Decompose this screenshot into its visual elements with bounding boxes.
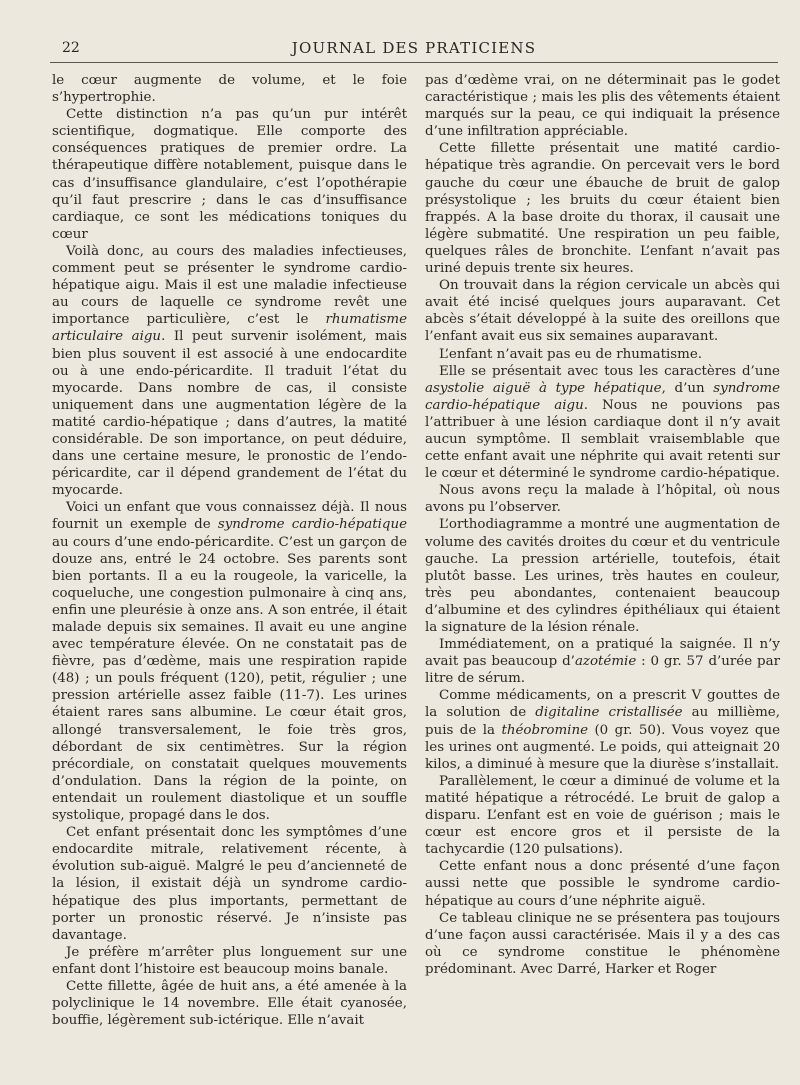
paragraph: Nous avons reçu la malade à l’hôpital, où nous avons pu l’observer. xyxy=(425,483,780,516)
paragraph: Je préfère m’arrêter plus longuement sur une enfant dont l’histoire est beaucoup moins banale. xyxy=(52,944,407,977)
paragraph xyxy=(52,243,407,499)
italic-term: asystolie aiguë à type hépatique xyxy=(425,380,662,396)
text-run: Elle se présentait avec tous les caractères d’une xyxy=(439,363,780,379)
italic-term: théobromine xyxy=(501,722,589,738)
page-number: 22 xyxy=(62,40,80,56)
paragraph: Parallèlement, le cœur a diminué de volume et la matité hépatique a rétrocédé. Le bruit de galop a disparu. L’enfant est en voie de guérison ; mais le cœur est encore gros et il persiste de la tachycardie (120 pulsations). xyxy=(425,773,780,858)
italic-term: azotémie xyxy=(574,654,637,670)
paragraph xyxy=(425,636,780,687)
text-run: Voilà donc, au cours des maladies infectieuses, comment peut se présenter le syndrome cardio-hépatique aigu. Mais il est une maladie infectieuse au cours de laquelle ce syndrome revêt une importance particulière, c’est le xyxy=(52,243,407,328)
paragraph xyxy=(52,499,407,824)
right-column xyxy=(425,72,780,978)
text-run: au millième, puis de la xyxy=(425,705,780,738)
paragraph: L’enfant n’avait pas eu de rhumatisme. xyxy=(439,346,703,362)
paragraph: Cet enfant présentait donc les symptômes d’une endocardite mitrale, relativement récente, à évolution sub-aiguë. Malgré le peu d’ancienneté de la lésion, il existait déjà un syndrome cardio-hépatique des plus importants, permettant de porter un pronostic réservé. Je n’insiste pas davantage. xyxy=(52,825,407,943)
italic-term: syndrome cardio-hépatique xyxy=(217,517,407,533)
text-run: (0 gr. 50). Vous voyez que les urines ont augmenté. Le poids, qui atteignait 20 kilos, a diminué à mesure que la diurèse s’installait. xyxy=(425,722,780,772)
left-column xyxy=(52,72,407,1029)
text-run: . Il peut survenir isolément, mais bien plus souvent il est associé à une endocardite ou à une endo-péricardite. Il traduit l’état du myocarde. Dans nombre de cas, il consiste uniquement dans une augmentation légère de la matité cardio-hépatique ; dans d’autres, la matité considérable. De son importance, on peut déduire, dans une certaine mesure, le pronostic de l’endo-péricardite, car il dépend grandement de l’état du myocarde. xyxy=(52,329,407,499)
paragraph: L’orthodiagramme a montré une augmentation de volume des cavités droites du cœur et du ventricule gauche. La pression artérielle, toutefois, était plutôt basse. Les urines, très hautes en couleur, très peu abondantes, contenaient beaucoup d’albumine et des cylindres épithéliaux qui étaient la signature de la lésion rénale. xyxy=(425,517,780,635)
paragraph: pas d’œdème vrai, on ne déterminait pas le godet caractéristique ; mais les plis des vêtements étaient marqués sur la peau, ce qui indiquait la présence d’une infiltration appréciable. xyxy=(425,73,780,140)
paragraph xyxy=(425,363,780,483)
paragraph: Cette fillette présentait une matité cardio-hépatique très agrandie. On percevait vers le bord gauche du cœur une ébauche de bruit de galop présystolique ; les bruits du cœur étaient bien frappés. A la base droite du thorax, il causait une légère submatité. Une respiration un peu faible, quelques râles de bronchite. L’enfant n’avait pas uriné depuis trente six heures. xyxy=(425,141,780,277)
page-header xyxy=(50,34,778,63)
paragraph: On trouvait dans la région cervicale un abcès qui avait été incisé quelques jours auparavant. Cet abcès s’était développé à la suite des oreillons que l’enfant avait eus six semaines auparavant. xyxy=(425,278,780,345)
running-head: JOURNAL DES PRATICIENS xyxy=(291,39,537,57)
text-run: Comme médicaments, on a prescrit V gouttes de la solution de xyxy=(425,688,780,721)
text-run: . Nous ne pouvions pas l’attribuer à une lésion cardiaque dont il n’y avait aucun symptôme. Il semblait vraisemblable que cette enfant avait une néphrite qui avait retenti sur le cœur et déterminé le syndrome cardio-hépatique. xyxy=(425,397,781,482)
italic-term: digitaline cristallisée xyxy=(535,705,683,721)
text-run: , d’un xyxy=(661,380,714,396)
paragraph: Cette enfant nous a donc présenté d’une façon aussi nette que possible le syndrome cardio-hépatique au cours d’une néphrite aiguë. xyxy=(425,859,780,909)
paragraph: Cette distinction n’a pas qu’un pur intérêt scientifique, dogmatique. Elle comporte des conséquences pratiques de premier ordre. La thérapeutique diffère notablement, puisque dans le cas d’insuffisance glandulaire, c’est l’opothérapie qu’il faut prescrire ; dans le cas d’insuffisance cardiaque, ce sont les médications toniques du cœur xyxy=(52,107,407,242)
italic-term: syndrome cardio-hépatique aigu xyxy=(425,380,780,413)
text-run: Immédiatement, on a pratiqué la saignée. Il n’y avait pas beaucoup d’ xyxy=(425,637,780,670)
text-run: au cours d’une endo-péricardite. C’est un garçon de douze ans, entré le 24 octobre. Ses parents sont bien portants. Il a eu la rougeole, la varicelle, la coqueluche, une congestion pulmonaire à cinq ans, enfin une pleurésie à onze ans. A son entrée, il était malade depuis six semaines. Il avait eu une angine avec température élevée. On ne constatait pas de fièvre, pas d’œdème, mais une respiration rapide (48) ; un pouls fréquent (120), petit, régulier ; une pression artérielle assez faible (11-7). Les urines étaient rares sans albumine. Le cœur était gros, allongé transversalement, le foie très gros, débordant de six centimètres. Sur la région précordiale, on constatait quelques mouvements d’ondulation. Dans la région de la pointe, on entendait un roulement diastolique et un souffle systolique, propagé dans le dos. xyxy=(52,534,407,824)
paragraph: Ce tableau clinique ne se présentera pas toujours d’une façon aussi caractérisée. Mais il y a des cas où ce syndrome constitue le phénomène prédominant. Avec Darré, Harker et Roger xyxy=(425,910,780,977)
text-run: : 0 gr. 57 d’urée par litre de sérum. xyxy=(425,654,780,687)
paragraph: Cette fillette, âgée de huit ans, a été amenée à la polyclinique le 14 novembre. Elle était cyanosée, bouffie, légèrement sub-ictérique. Elle n’avait xyxy=(52,978,407,1029)
italic-term: rhumatisme articulaire aigu xyxy=(52,312,407,345)
paragraph xyxy=(425,687,780,772)
text-run: Voici un enfant que vous connaissez déjà. Il nous fournit un exemple de xyxy=(52,500,407,533)
paragraph: le cœur augmente de volume, et le foie s’hypertrophie. xyxy=(52,73,407,106)
